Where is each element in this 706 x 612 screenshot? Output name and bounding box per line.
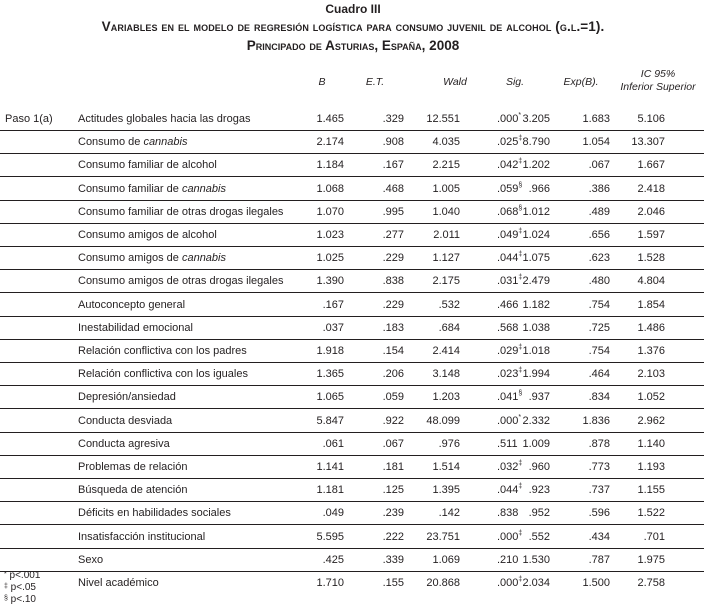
- variable-name: Consumo amigos de cannabis: [78, 252, 226, 265]
- significance-mark: *: [518, 413, 522, 421]
- value-b: 1.141: [316, 461, 344, 473]
- value-ci-upper: 2.103: [637, 368, 665, 381]
- value-ci-lower: .596: [588, 507, 610, 520]
- value-ci-upper: 1.486: [637, 321, 665, 334]
- variable-name: Nivel académico: [78, 577, 159, 589]
- value-b: 1.710: [316, 577, 344, 589]
- variable-name: Problemas de relación: [78, 461, 188, 473]
- variable-name: Déficits en habilidades sociales: [78, 507, 231, 520]
- value-exp: 1.024: [522, 229, 550, 241]
- table-row: [0, 131, 704, 154]
- header-exp: Exp(B).: [563, 76, 599, 88]
- value-ci-lower: .773: [588, 461, 610, 473]
- value-exp: 2.332: [522, 414, 550, 427]
- variable-name: Sexo: [78, 553, 104, 566]
- value-et: .167: [382, 159, 404, 172]
- value-b: .037: [322, 321, 344, 334]
- value-ci-upper: 2.046: [637, 205, 665, 218]
- value-wald: 1.203: [432, 391, 460, 404]
- value-wald: 2.414: [432, 345, 460, 357]
- significance-mark: ‡: [518, 529, 523, 537]
- value-et: .183: [382, 321, 404, 334]
- value-b: 1.068: [316, 182, 344, 195]
- variable-name: Consumo amigos de alcohol: [78, 229, 217, 241]
- table-row: [0, 572, 704, 594]
- value-b: 1.465: [316, 113, 344, 125]
- value-sig: .000*: [497, 112, 522, 125]
- significance-mark: ‡: [518, 483, 523, 491]
- variable-name: Relación conflictiva con los padres: [78, 345, 247, 357]
- value-et: .277: [382, 229, 404, 241]
- value-exp: 2.034: [522, 577, 550, 589]
- value-et: .339: [382, 553, 404, 566]
- value-wald: 12.551: [426, 113, 460, 125]
- step-label: Paso 1(a): [5, 113, 53, 125]
- table-row: [0, 549, 704, 572]
- value-ci-upper: 1.667: [637, 159, 665, 172]
- footnote: ‡ p<.05: [4, 582, 36, 593]
- table-row: [0, 340, 704, 363]
- variable-name: Relación conflictiva con los iguales: [78, 368, 248, 381]
- value-b: 1.184: [316, 159, 344, 172]
- value-b: .167: [322, 298, 344, 311]
- value-wald: 2.011: [433, 229, 460, 241]
- variable-name: Consumo familiar de alcohol: [78, 159, 217, 172]
- value-ci-upper: 1.975: [637, 553, 665, 566]
- table-row: [0, 526, 704, 549]
- value-exp: 1.038: [522, 321, 550, 334]
- value-sig: .025‡: [497, 135, 523, 149]
- significance-mark: §: [518, 204, 523, 212]
- value-ci-upper: 1.528: [637, 252, 665, 265]
- table-number: Cuadro III: [325, 2, 381, 16]
- value-exp: .952: [528, 507, 550, 520]
- footnote: * p<.001: [4, 570, 41, 581]
- value-sig: .059§: [497, 181, 523, 195]
- value-et: .922: [382, 414, 404, 427]
- significance-mark: ‡: [518, 460, 523, 467]
- value-et: .908: [382, 136, 404, 149]
- table-title: Variables en el modelo de regresión logística para consumo juvenil de alcohol (g.l.=1).: [101, 19, 605, 34]
- variable-name: Autoconcepto general: [78, 298, 186, 311]
- value-sig: .042‡: [497, 158, 523, 172]
- value-b: 1.025: [316, 252, 344, 265]
- value-b: 1.181: [316, 484, 344, 497]
- significance-mark: ‡: [518, 274, 523, 282]
- value-et: .067: [382, 437, 404, 450]
- significance-mark: ‡: [518, 344, 523, 351]
- value-wald: .532: [438, 298, 460, 311]
- value-ci-lower: .834: [588, 391, 610, 404]
- value-ci-upper: 4.804: [637, 275, 665, 288]
- value-b: .425: [322, 553, 344, 566]
- value-exp: .966: [528, 182, 550, 195]
- value-sig: .049‡: [497, 228, 523, 241]
- significance-mark: ‡: [518, 367, 523, 375]
- value-exp: 1.202: [522, 159, 550, 172]
- value-sig: .068§: [497, 204, 523, 218]
- value-ci-lower: .878: [588, 437, 610, 450]
- value-wald: 23.751: [426, 530, 460, 543]
- value-et: .181: [382, 461, 404, 473]
- value-sig: .210: [497, 553, 519, 566]
- value-wald: 48.099: [426, 414, 460, 427]
- value-ci-upper: 1.052: [637, 391, 665, 404]
- value-b: 1.390: [316, 275, 344, 288]
- value-exp: .923: [528, 484, 550, 497]
- value-sig: .511: [497, 437, 518, 450]
- table-row: [0, 201, 704, 224]
- value-ci-upper: 1.597: [637, 229, 665, 241]
- significance-mark: ‡: [518, 135, 523, 143]
- table-row: [0, 479, 704, 502]
- value-ci-lower: .067: [588, 159, 610, 172]
- value-b: 1.918: [316, 345, 344, 357]
- value-sig: .041§: [497, 390, 523, 404]
- table-subtitle: Principado de Asturias, España, 2008: [246, 38, 460, 53]
- table-row: [0, 294, 704, 317]
- value-b: .049: [322, 507, 344, 520]
- variable-name: Consumo familiar de cannabis: [78, 182, 226, 195]
- value-exp: .937: [528, 391, 550, 404]
- value-sig: .032‡: [497, 460, 523, 473]
- footnotes: [4, 570, 40, 606]
- value-wald: 1.005: [432, 182, 460, 195]
- value-ci-lower: 1.054: [582, 136, 610, 149]
- value-ci-upper: .701: [643, 530, 665, 543]
- value-exp: .552: [528, 530, 550, 543]
- value-et: .059: [382, 391, 404, 404]
- header-ic: [610, 68, 706, 94]
- variable-name: Actitudes globales hacia las drogas: [78, 113, 251, 125]
- header-b: B: [318, 76, 326, 88]
- significance-mark: *: [518, 112, 522, 119]
- header-sig: Sig.: [505, 76, 525, 88]
- value-ci-lower: .754: [588, 298, 610, 311]
- value-et: .229: [382, 252, 404, 265]
- value-exp: .960: [528, 461, 550, 473]
- variable-name: Insatisfacción institucional: [78, 530, 206, 543]
- table-row: [0, 386, 704, 409]
- value-b: 2.174: [316, 136, 344, 149]
- variable-name: Búsqueda de atención: [78, 484, 188, 497]
- value-et: .995: [382, 205, 404, 218]
- value-ci-upper: 5.106: [637, 113, 665, 125]
- value-et: .155: [382, 577, 404, 589]
- significance-mark: ‡: [518, 228, 523, 235]
- value-ci-upper: 2.418: [637, 182, 665, 195]
- value-wald: .976: [438, 437, 460, 450]
- variable-name: Depresión/ansiedad: [78, 391, 176, 404]
- header-et: E.T.: [365, 76, 385, 88]
- value-sig: .023‡: [497, 367, 523, 381]
- value-exp: 1.012: [522, 205, 550, 218]
- value-sig: .000‡: [497, 529, 523, 543]
- value-ci-lower: .754: [588, 345, 610, 357]
- value-ci-lower: 1.500: [582, 577, 610, 589]
- value-b: 1.070: [316, 205, 344, 218]
- value-wald: 3.148: [432, 368, 460, 381]
- value-ci-upper: 13.307: [631, 136, 665, 149]
- value-et: .329: [382, 113, 404, 125]
- footnote: § p<.10: [4, 594, 36, 605]
- value-ci-lower: .725: [588, 321, 610, 334]
- value-exp: 1.182: [522, 298, 550, 311]
- variable-name: Consumo amigos de otras drogas ilegales: [78, 275, 284, 288]
- variable-name: Consumo familiar de otras drogas ilegales: [78, 205, 284, 218]
- table-row: [0, 317, 704, 340]
- value-exp: 1.530: [522, 553, 550, 566]
- value-ci-lower: 1.683: [582, 113, 610, 125]
- value-wald: 2.215: [432, 159, 460, 172]
- value-wald: 1.127: [432, 252, 460, 265]
- value-wald: 2.175: [432, 275, 460, 288]
- value-ci-lower: .480: [588, 275, 610, 288]
- value-wald: 1.395: [432, 484, 460, 497]
- value-b: 5.847: [316, 414, 344, 427]
- value-et: .222: [382, 530, 404, 543]
- variable-name: Consumo de cannabis: [78, 136, 188, 149]
- variable-name: Conducta agresiva: [78, 437, 170, 450]
- value-exp: 1.075: [522, 252, 550, 265]
- header-ic-sub: Inferior Superior: [620, 81, 696, 93]
- significance-mark: ‡: [518, 576, 523, 583]
- table-row: [0, 410, 704, 433]
- table-row: [0, 502, 704, 525]
- value-wald: 1.069: [432, 553, 460, 566]
- value-exp: 8.790: [522, 136, 550, 149]
- value-ci-upper: 2.758: [637, 577, 665, 589]
- value-ci-upper: 1.193: [637, 461, 665, 473]
- value-exp: 1.009: [522, 437, 550, 450]
- value-ci-lower: .656: [588, 229, 610, 241]
- table-row: [0, 154, 704, 177]
- value-wald: 1.040: [432, 205, 460, 218]
- value-ci-lower: .464: [588, 368, 610, 381]
- header-ic-title: IC 95%: [640, 68, 676, 80]
- value-wald: 4.035: [432, 136, 460, 149]
- significance-mark: ‡: [518, 158, 523, 166]
- value-b: .061: [322, 437, 344, 450]
- value-ci-upper: 1.854: [637, 298, 665, 311]
- significance-mark: ‡: [518, 251, 523, 259]
- value-sig: .044‡: [497, 483, 523, 497]
- value-ci-upper: 1.140: [637, 437, 665, 450]
- value-ci-upper: 1.376: [637, 345, 665, 357]
- significance-mark: §: [518, 181, 523, 189]
- value-ci-lower: .787: [588, 553, 610, 566]
- value-et: .838: [382, 275, 404, 288]
- table-row: [0, 178, 704, 201]
- value-sig: .838: [497, 507, 519, 520]
- value-ci-lower: .434: [588, 530, 610, 543]
- value-et: .468: [382, 182, 404, 195]
- value-et: .125: [382, 484, 404, 497]
- value-sig: .031‡: [497, 274, 523, 288]
- table-row: [0, 247, 704, 270]
- value-et: .229: [382, 298, 404, 311]
- value-sig: .466: [497, 298, 519, 311]
- value-b: 5.595: [316, 530, 344, 543]
- table-row: [0, 433, 704, 456]
- value-ci-upper: 2.962: [637, 414, 665, 427]
- value-sig: .029‡: [497, 344, 523, 357]
- table-row: [0, 456, 704, 479]
- variable-name: Inestabilidad emocional: [78, 321, 193, 334]
- value-b: 1.023: [316, 229, 344, 241]
- table-row: [0, 108, 704, 131]
- value-exp: 3.205: [522, 113, 550, 125]
- value-b: 1.065: [316, 391, 344, 404]
- value-sig: .000*: [497, 413, 522, 427]
- value-et: .239: [382, 507, 404, 520]
- value-ci-lower: .623: [588, 252, 610, 265]
- table-row: [0, 270, 704, 293]
- value-wald: .142: [438, 507, 460, 520]
- value-exp: 2.479: [522, 275, 550, 288]
- value-wald: .684: [438, 321, 460, 334]
- header-wald: Wald: [443, 76, 467, 88]
- variable-name: Conducta desviada: [78, 414, 173, 427]
- value-ci-lower: .489: [588, 205, 610, 218]
- value-ci-upper: 1.155: [637, 484, 665, 497]
- value-wald: 20.868: [426, 577, 460, 589]
- value-b: 1.365: [316, 368, 344, 381]
- table-row: [0, 363, 704, 386]
- value-exp: 1.994: [522, 368, 550, 381]
- value-et: .154: [382, 345, 404, 357]
- value-sig: .000‡: [497, 576, 523, 589]
- value-exp: 1.018: [522, 345, 550, 357]
- table-row: [0, 224, 704, 247]
- value-sig: .568: [497, 321, 519, 334]
- value-sig: .044‡: [497, 251, 523, 265]
- value-ci-lower: 1.836: [582, 414, 610, 427]
- value-ci-lower: .386: [588, 182, 610, 195]
- value-ci-lower: .737: [588, 484, 610, 497]
- value-et: .206: [382, 368, 404, 381]
- value-wald: 1.514: [432, 461, 460, 473]
- value-ci-upper: 1.522: [637, 507, 665, 520]
- significance-mark: §: [518, 390, 523, 398]
